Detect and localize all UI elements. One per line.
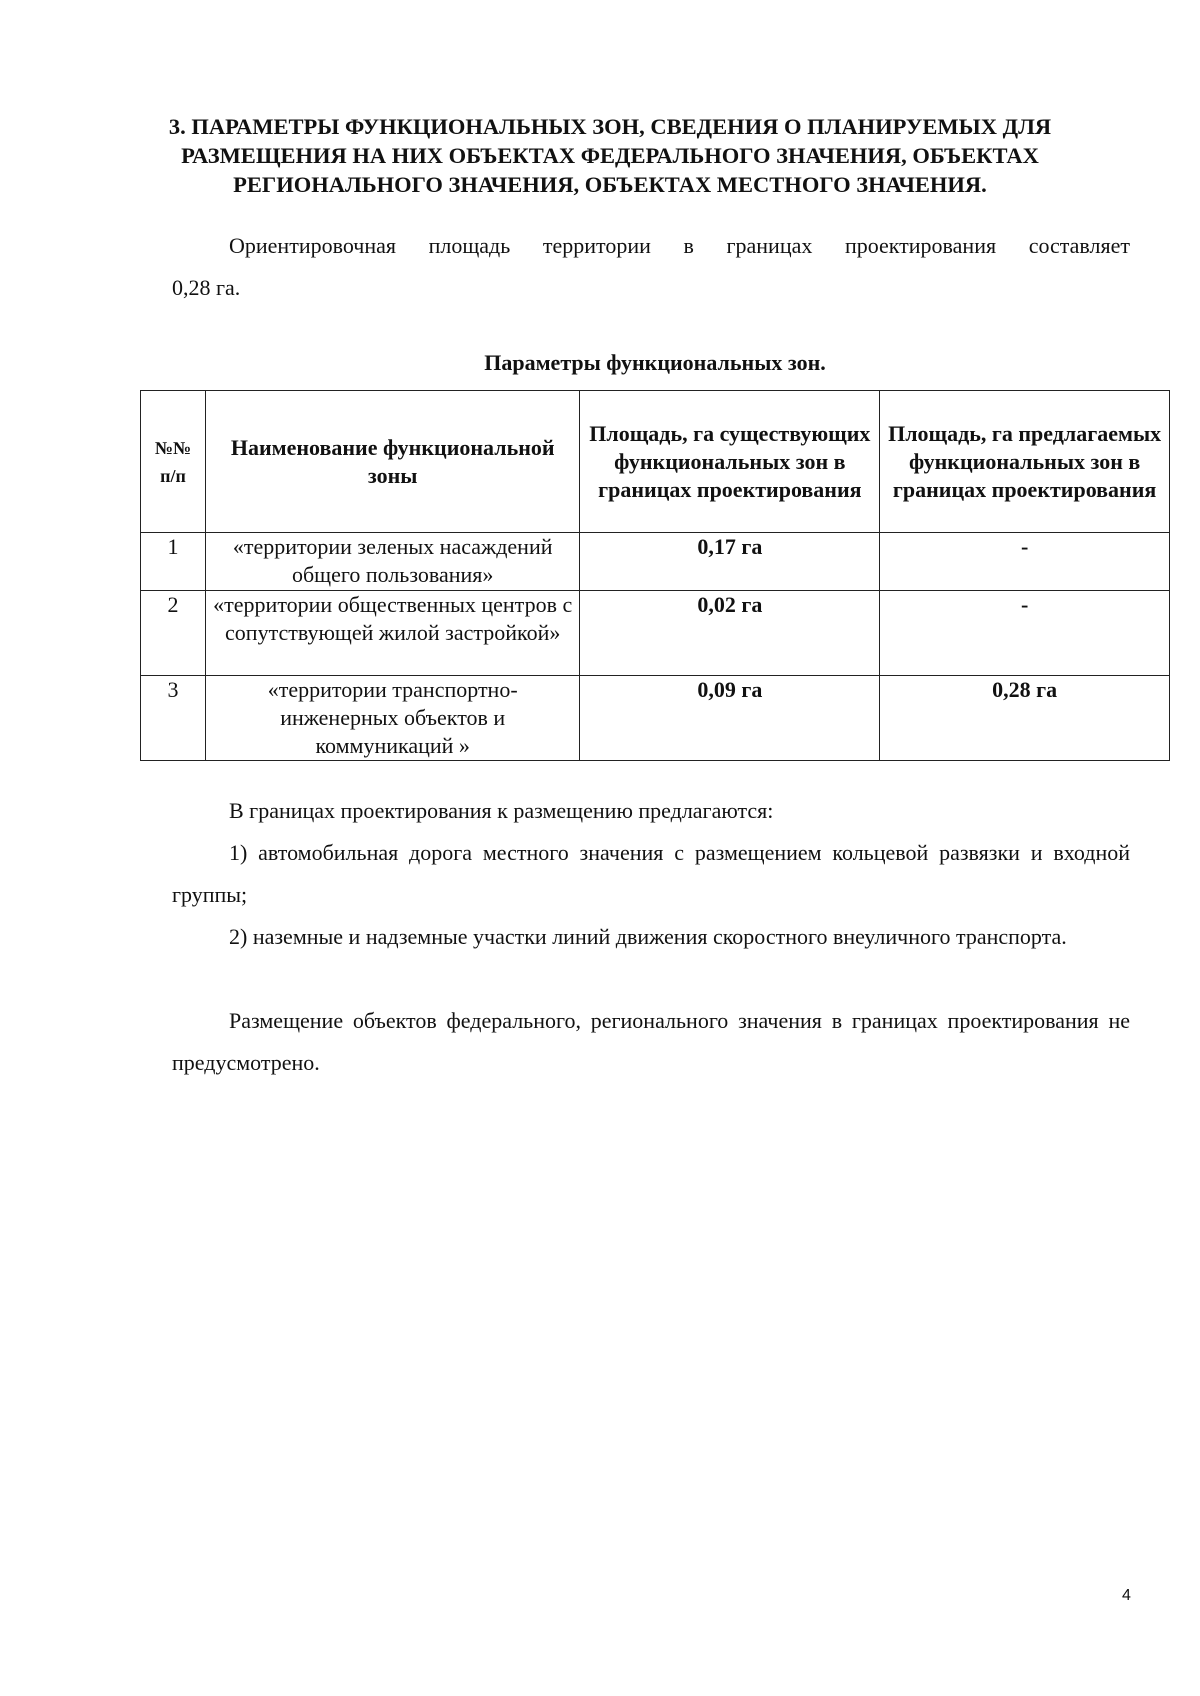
row-existing-area: 0,09 га <box>580 676 880 761</box>
header-proposed-area: Площадь, га предлагаемых функциональных зон в границах проектирования <box>880 391 1170 533</box>
conclusion-paragraph: Размещение объектов федерального, регионального значения в границах проектирования не предусмотрено. <box>172 1008 1130 1075</box>
section-heading <box>160 112 1060 199</box>
row-num: 1 <box>141 533 206 591</box>
table-row <box>141 533 1170 591</box>
row-zone-name: «территории общественных центров с сопутствующей жилой застройкой» <box>205 591 580 676</box>
table-header-row <box>141 391 1170 533</box>
header-num: №№ п/п <box>141 391 206 533</box>
table-row <box>141 591 1170 676</box>
row-num: 2 <box>141 591 206 676</box>
heading-line-3: РЕГИОНАЛЬНОГО ЗНАЧЕНИЯ, ОБЪЕКТАХ МЕСТНОГО ЗНАЧЕНИЯ. <box>233 172 987 197</box>
row-proposed-area: 0,28 га <box>880 676 1170 761</box>
proposal-item-1: 1) автомобильная дорога местного значения с размещением кольцевой развязки и входной группы; <box>172 840 1130 907</box>
table-row <box>141 676 1170 761</box>
header-existing-area: Площадь, га существующих функциональных зон в границах проектирования <box>580 391 880 533</box>
row-existing-area: 0,02 га <box>580 591 880 676</box>
heading-line-1: 3. ПАРАМЕТРЫ ФУНКЦИОНАЛЬНЫХ ЗОН, СВЕДЕНИЯ О ПЛАНИРУЕМЫХ ДЛЯ <box>168 114 1052 139</box>
table-title: Параметры функциональных зон. <box>484 350 826 375</box>
row-zone-name: «территории транспортно-инженерных объектов и коммуникаций » <box>205 676 580 761</box>
proposal-item-2: 2) наземные и надземные участки линий движения скоростного внеуличного транспорта. <box>229 924 1067 949</box>
row-num: 3 <box>141 676 206 761</box>
row-existing-area: 0,17 га <box>580 533 880 591</box>
row-zone-name: «территории зеленых насаждений общего пользования» <box>205 533 580 591</box>
zones-table <box>140 390 1170 761</box>
intro-paragraph-line-1: Ориентировочная площадь территории в границах проектирования составляет <box>229 233 1130 258</box>
header-zone-name: Наименование функциональной зоны <box>205 391 580 533</box>
heading-line-2: РАЗМЕЩЕНИЯ НА НИХ ОБЪЕКТАХ ФЕДЕРАЛЬНОГО ЗНАЧЕНИЯ, ОБЪЕКТАХ <box>181 143 1039 168</box>
page-number: 4 <box>1122 1587 1131 1604</box>
row-proposed-area: - <box>880 533 1170 591</box>
proposals-intro: В границах проектирования к размещению предлагаются: <box>229 798 774 823</box>
row-proposed-area: - <box>880 591 1170 676</box>
intro-paragraph-line-2: 0,28 га. <box>172 275 241 300</box>
